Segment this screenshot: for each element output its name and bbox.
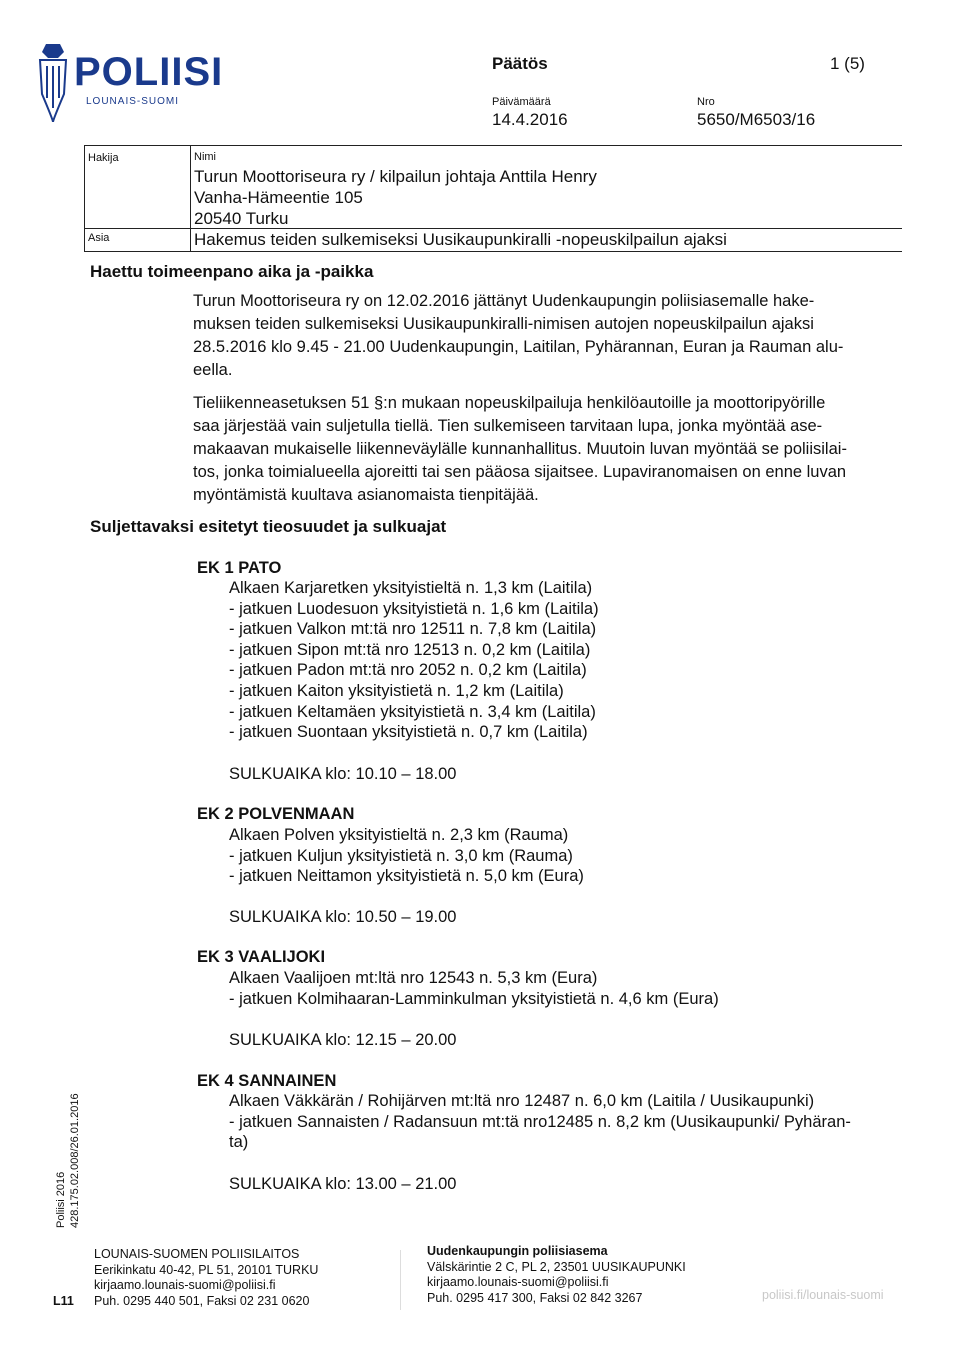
document-type: Päätös [492, 54, 548, 73]
closure-time: SULKUAIKA klo: 10.10 – 18.00 [229, 765, 457, 783]
stage-title: EK 1 PATO [197, 559, 282, 577]
footer-line: kirjaamo.lounais-suomi@poliisi.fi [94, 1278, 276, 1292]
hakija-label: Hakija [88, 152, 119, 164]
route-line: - jatkuen Kuljun yksityistietä n. 3,0 km (Rauma) [229, 846, 573, 865]
route-line: - jatkuen Kaiton yksityistietä n. 1,2 km (Laitila) [229, 681, 564, 700]
date-label: Päivämäärä [492, 96, 551, 108]
applicant-name: Turun Moottoriseura ry / kilpailun johtaja Anttila Henry [194, 167, 597, 186]
route-line: - jatkuen Luodesuon yksityistietä n. 1,6 km (Laitila) [229, 599, 599, 618]
nro-label: Nro [697, 96, 715, 108]
route-line: - jatkuen Sannaisten / Radansuun mt:tä nro12485 n. 8,2 km (Uusikaupunki/ Pyhäran- [229, 1112, 851, 1131]
closure-time: SULKUAIKA klo: 10.50 – 19.00 [229, 908, 457, 926]
box-bottom-rule [84, 251, 902, 252]
page-number: 1 (5) [830, 54, 865, 73]
stage-route [229, 1091, 851, 1153]
side-form-label: Poliisi 2016 [55, 1171, 67, 1228]
box-divider-rule [190, 145, 191, 251]
closure-time: SULKUAIKA klo: 12.15 – 20.00 [229, 1031, 457, 1049]
box-left-rule [84, 145, 85, 251]
footer-code: L11 [53, 1294, 74, 1308]
footer-station-name: Uudenkaupungin poliisiasema [427, 1244, 608, 1258]
paragraph-legal-basis [193, 392, 899, 507]
logo-wordmark: POLIISI [74, 50, 224, 94]
route-line: Alkaen Polven yksityistieltä n. 2,3 km (Rauma) [229, 826, 569, 844]
text-line: Turun Moottoriseura ry on 12.02.2016 jättänyt Uudenkaupungin poliisiasemalle hake- [193, 292, 815, 310]
section-heading-requested: Haettu toimeenpano aika ja -paikka [90, 262, 374, 281]
text-line: 28.5.2016 klo 9.45 - 21.00 Uudenkaupungin, Laitilan, Pyhärannan, Euran ja Rauman alu- [193, 338, 844, 356]
footer-line: Välskärintie 2 C, PL 2, 23501 UUSIKAUPUNKI [427, 1259, 686, 1274]
stage-route [229, 825, 584, 887]
text-line: makaavan mukaiselle liikenneväylälle kunnanhallitus. Muutoin luvan myöntää se poliisilai- [193, 440, 847, 458]
stage-route [229, 578, 599, 743]
closure-time: SULKUAIKA klo: 13.00 – 21.00 [229, 1175, 457, 1193]
document-date: 14.4.2016 [492, 110, 568, 129]
route-line: ta) [229, 1133, 249, 1152]
box-top-rule [84, 145, 902, 146]
route-line: Alkaen Väkkärän / Rohijärven mt:ltä nro 12487 n. 6,0 km (Laitila / Uusikaupunki) [229, 1092, 815, 1110]
police-crest-icon [36, 38, 70, 124]
document-number: 5650/M6503/16 [697, 110, 816, 129]
stage-title: EK 3 VAALIJOKI [197, 948, 326, 966]
stage-route [229, 968, 719, 1009]
text-line: myöntämistä kuultava asianomaista tienpitäjää. [193, 486, 539, 504]
stage-title: EK 2 POLVENMAAN [197, 805, 355, 823]
subject-text: Hakemus teiden sulkemiseksi Uusikaupunkiralli -nopeuskilpailun ajaksi [194, 230, 727, 249]
asia-label: Asia [88, 232, 110, 244]
paragraph-application [193, 290, 899, 382]
applicant-postal: 20540 Turku [194, 209, 289, 228]
section-heading-closures: Suljettavaksi esitetyt tieosuudet ja sulkuajat [90, 517, 447, 536]
side-form-code: 428.175.02.008/26.01.2016 [69, 1093, 81, 1228]
text-line: muksen teiden sulkemiseksi Uusikaupunkiralli-nimisen autojen nopeuskilpailun ajaksi [193, 315, 814, 333]
footer-line: LOUNAIS-SUOMEN POLIISILAITOS [94, 1247, 300, 1261]
footer-divider [400, 1250, 411, 1310]
route-line: - jatkuen Padon mt:tä nro 2052 n. 0,2 km (Laitila) [229, 661, 587, 680]
route-line: - jatkuen Sipon mt:tä nro 12513 n. 0,2 km (Laitila) [229, 640, 591, 659]
route-line: - jatkuen Kolmihaaran-Lamminkulman yksityistietä n. 4,6 km (Eura) [229, 989, 719, 1008]
route-line: - jatkuen Keltamäen yksityistietä n. 3,4 km (Laitila) [229, 702, 596, 721]
footer-line: Puh. 0295 417 300, Faksi 02 842 3267 [427, 1290, 643, 1305]
route-line: Alkaen Karjaretken yksityistieltä n. 1,3 km (Laitila) [229, 579, 593, 597]
text-line: saa järjestää vain suljetulla tiellä. Tien sulkemiseen tarvitaan lupa, jonka myöntää ase- [193, 417, 823, 435]
text-line: eella. [193, 361, 233, 379]
applicant-street: Vanha-Hämeentie 105 [194, 188, 363, 207]
route-line: - jatkuen Suontaan yksityistietä n. 0,7 km (Laitila) [229, 723, 588, 742]
footer-line: kirjaamo.lounais-suomi@poliisi.fi [427, 1275, 609, 1289]
logo-subtitle: LOUNAIS-SUOMI [86, 96, 180, 107]
nimi-label: Nimi [194, 151, 216, 163]
route-line: - jatkuen Valkon mt:tä nro 12511 n. 7,8 km (Laitila) [229, 620, 597, 639]
footer-left [94, 1247, 318, 1309]
text-line: Tieliikenneasetuksen 51 §:n mukaan nopeuskilpailuja henkilöautoille ja moottoripyörille [193, 394, 826, 412]
route-line: Alkaen Vaalijoen mt:ltä nro 12543 n. 5,3 km (Eura) [229, 969, 598, 987]
text-line: tos, jonka toimialueella ajoreitti tai sen pääosa sijaitsee. Lupaviranomaisen on enne luvan [193, 463, 847, 481]
footer-line: Eerikinkatu 40-42, PL 51, 20101 TURKU [94, 1262, 319, 1277]
footer-website: poliisi.fi/lounais-suomi [762, 1288, 884, 1302]
footer-right [427, 1244, 686, 1306]
footer-line: Puh. 0295 440 501, Faksi 02 231 0620 [94, 1293, 310, 1308]
stage-title: EK 4 SANNAINEN [197, 1072, 337, 1090]
route-line: - jatkuen Neittamon yksityistietä n. 5,0 km (Eura) [229, 867, 584, 886]
